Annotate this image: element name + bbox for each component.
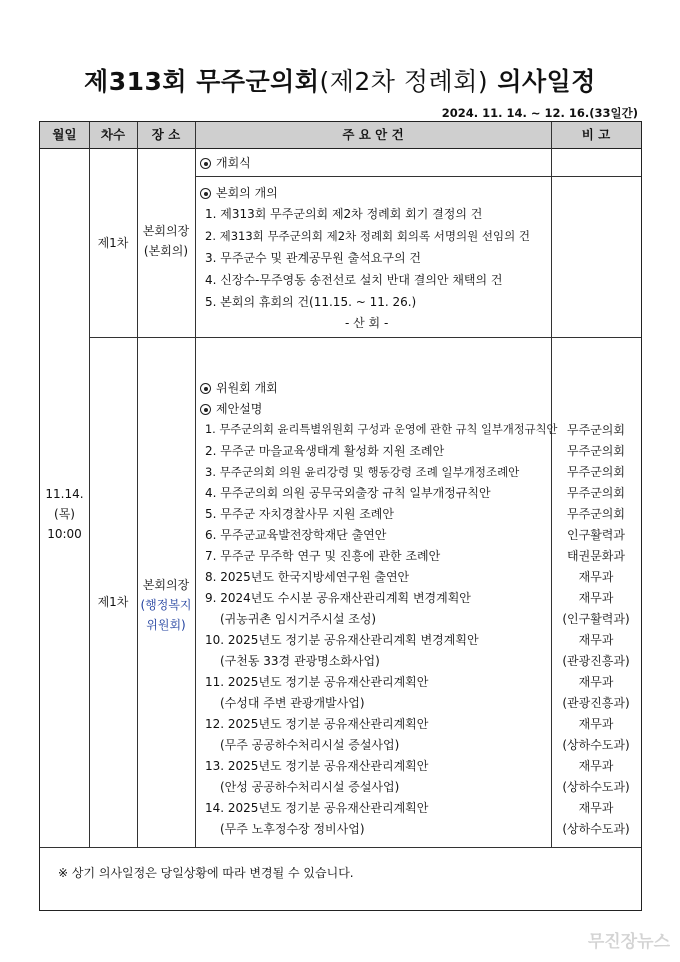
list-item-sub: (구천동 33경 관광명소화사업) <box>220 654 380 668</box>
header-note: 비 고 <box>581 127 611 142</box>
opening-label: 개회식 <box>216 156 251 170</box>
explain-item <box>200 401 262 417</box>
note-item: 무주군의회 <box>567 486 625 500</box>
radio-bullet-icon <box>200 158 211 169</box>
list-item: 8. 2025년도 한국지방세연구원 출연안 <box>205 570 410 584</box>
header-place: 장 소 <box>151 127 181 142</box>
note-item: (관광진흥과) <box>562 654 630 668</box>
plenary-item <box>200 185 278 201</box>
row-divider <box>195 176 641 177</box>
session-period: 2024. 11. 14. ~ 12. 16.(33일간) <box>441 106 638 120</box>
header-agenda: 주 요 안 건 <box>342 127 404 142</box>
note-item: (인구활력과) <box>562 612 630 626</box>
list-item: 7. 무주군 무주학 연구 및 진흥에 관한 조례안 <box>205 549 441 563</box>
list-item: 4. 무주군의회 의원 공무국외출장 규칙 일부개정규칙안 <box>205 486 491 500</box>
note-item: (상하수도과) <box>562 780 630 794</box>
explain-label: 제안설명 <box>216 402 263 416</box>
watermark-logo: 무진장뉴스 <box>587 932 670 952</box>
row-divider <box>89 337 641 338</box>
col-divider <box>89 122 90 847</box>
list-item: 3. 무주군수 및 관계공무원 출석요구의 건 <box>205 251 421 265</box>
note-item: 재무과 <box>578 675 614 689</box>
session1-place-2: (본회의) <box>143 244 189 258</box>
list-item: 3. 무주군의회 의원 윤리강령 및 행동강령 조례 일부개정조례안 <box>205 465 520 479</box>
list-item-sub: (무주 노후정수장 정비사업) <box>220 822 365 836</box>
list-item: 1. 무주군의회 윤리특별위원회 구성과 운영에 관한 규칙 일부개정규칙안 <box>205 423 558 436</box>
agenda-table <box>39 121 642 911</box>
list-item: 14. 2025년도 정기분 공유재산관리계획안 <box>205 801 429 815</box>
plenary-label: 본회의 개의 <box>216 186 278 200</box>
session2-place-1: 본회의장 <box>142 578 190 592</box>
note-item: (상하수도과) <box>562 822 630 836</box>
note-item: 태권문화과 <box>567 549 625 563</box>
list-item: 5. 무주군 자치경찰사무 지원 조례안 <box>205 507 394 521</box>
session2-place-2: (행정복지 <box>140 598 192 612</box>
header-order: 차수 <box>100 127 126 142</box>
note-item: 인구활력과 <box>567 528 625 542</box>
note-item: 재무과 <box>578 591 614 605</box>
page-title <box>0 62 680 98</box>
row-divider <box>40 847 641 848</box>
note-item: 재무과 <box>578 633 614 647</box>
list-item: 2. 무주군 마을교육생태계 활성화 지원 조례안 <box>205 444 445 458</box>
note-item: 재무과 <box>578 801 614 815</box>
list-item: 1. 제313회 무주군의회 제2차 정례회 회기 결정의 건 <box>205 207 483 221</box>
note-item: 무주군의회 <box>567 444 625 458</box>
radio-bullet-icon <box>200 383 211 394</box>
session1-place-1: 본회의장 <box>142 224 190 238</box>
adjourn-label: - 산 회 - <box>345 316 389 330</box>
note-item: 재무과 <box>578 570 614 584</box>
list-item: 9. 2024년도 수시분 공유재산관리계획 변경계획안 <box>205 591 471 605</box>
note-item: 무주군의회 <box>567 465 625 479</box>
list-item-sub: (안성 공공하수처리시설 증설사업) <box>220 780 400 794</box>
note-item: (관광진흥과) <box>562 696 630 710</box>
list-item: 11. 2025년도 정기분 공유재산관리계획안 <box>205 675 429 689</box>
footnote: ※ 상기 의사일정은 당일상황에 따라 변경될 수 있습니다. <box>58 866 354 880</box>
session2-order: 제1차 <box>97 595 129 609</box>
note-item: 재무과 <box>578 759 614 773</box>
header-date: 월일 <box>52 127 77 142</box>
opening-item <box>200 155 251 171</box>
note-item: (상하수도과) <box>562 738 630 752</box>
title-end: 의사일정 <box>497 67 596 96</box>
note-item: 재무과 <box>578 717 614 731</box>
list-item: 12. 2025년도 정기분 공유재산관리계획안 <box>205 717 429 731</box>
committee-item <box>200 380 278 396</box>
title-main: 제313회 무주군의회 <box>84 67 320 96</box>
note-item: 무주군의회 <box>567 507 625 521</box>
date-line-1: 11.14. <box>45 487 84 501</box>
list-item: 6. 무주군교육발전장학재단 출연안 <box>205 528 387 542</box>
list-item-sub: (수성대 주변 관광개발사업) <box>220 696 365 710</box>
list-item: 2. 제313회 무주군의회 제2차 정례회 회의록 서명의원 선임의 건 <box>205 229 530 243</box>
date-line-3: 10:00 <box>47 527 82 541</box>
list-item: 13. 2025년도 정기분 공유재산관리계획안 <box>205 759 429 773</box>
radio-bullet-icon <box>200 188 211 199</box>
col-divider <box>195 122 196 847</box>
list-item: 5. 본회의 휴회의 건(11.15. ~ 11. 26.) <box>205 295 417 309</box>
list-item-sub: (귀농귀촌 임시거주시설 조성) <box>220 612 377 626</box>
title-sub: (제2차 정례회) <box>319 67 489 96</box>
list-item: 4. 신장수-무주영동 송전선로 설치 반대 결의안 채택의 건 <box>205 273 503 287</box>
session2-place-3: 위원회) <box>146 618 186 632</box>
note-item: 무주군의회 <box>567 423 625 437</box>
list-item: 10. 2025년도 정기분 공유재산관리계획 변경계획안 <box>205 633 479 647</box>
list-item-sub: (무주 공공하수처리시설 증설사업) <box>220 738 400 752</box>
session1-order: 제1차 <box>97 236 129 250</box>
committee-label: 위원회 개회 <box>216 381 278 395</box>
radio-bullet-icon <box>200 404 211 415</box>
date-line-2: (목) <box>54 507 75 521</box>
